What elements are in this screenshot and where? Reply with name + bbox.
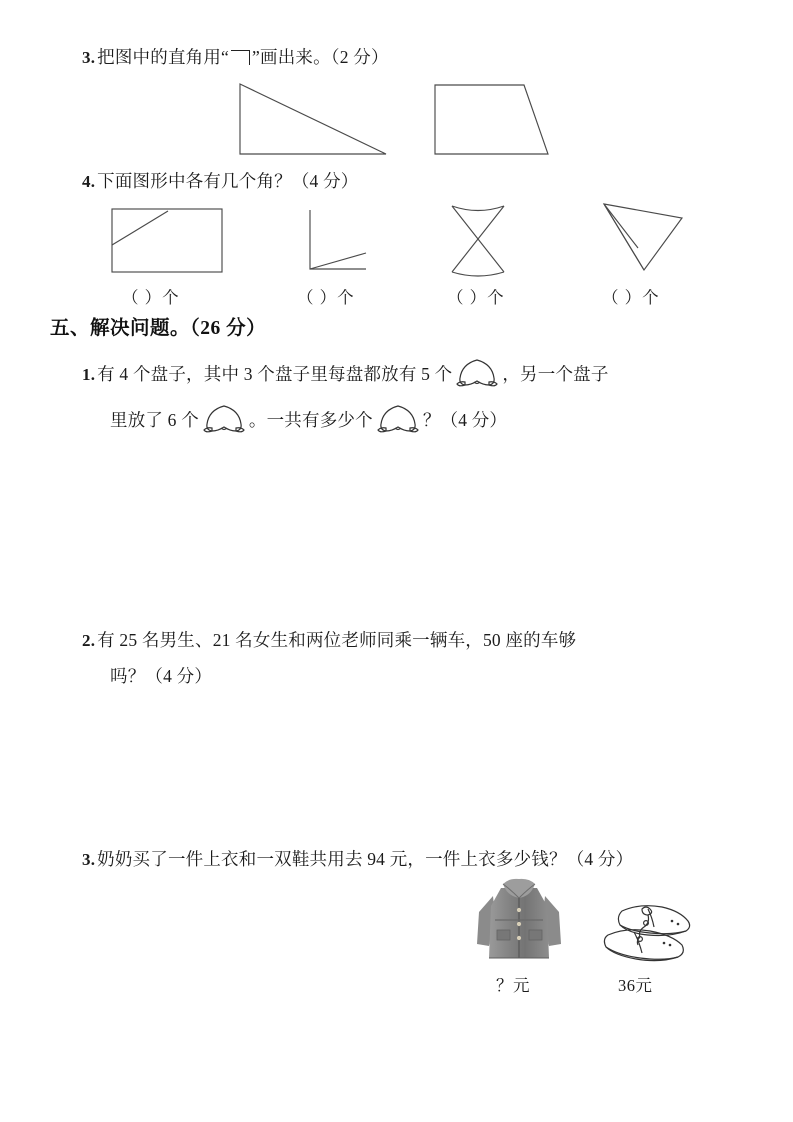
question-3-text-after: ”画出来。（2 分） [252, 47, 389, 67]
problem-1-text-a: 有 4 个盘子，其中 3 个盘子里每盘都放有 5 个 [97, 364, 453, 384]
problem-3-line-1 [82, 846, 633, 873]
question-4-prompt [82, 168, 358, 195]
count-label-shape-2: （ ）个 [297, 288, 355, 307]
problem-1-text-b: ，另一个盘子 [502, 364, 609, 384]
problem-2-line-2: 吗？（4 分） [110, 666, 213, 686]
shoes-drawing [592, 895, 698, 972]
right-angle-mark-icon [231, 50, 250, 65]
question-4-number: 4. [82, 172, 96, 191]
count-label-shape-4: （ ）个 [602, 288, 660, 307]
problem-1-line-1 [82, 357, 609, 398]
question-3-number: 3. [82, 48, 96, 67]
problem-2-line-1 [82, 627, 576, 654]
section-five-heading: 五、解决问题。（26 分） [50, 318, 267, 339]
shape-triangle-with-cevian [598, 200, 690, 280]
problem-1-text-c: 里放了 6 个 [110, 410, 199, 430]
problem-1-text-d: 。一共有多少个 [248, 410, 373, 430]
shoes-price-caption: 36元 [618, 976, 653, 995]
count-label-shape-1: （ ）个 [122, 288, 180, 307]
problem-2-number: 2. [82, 631, 96, 650]
shape-angle-rays [304, 207, 374, 275]
problem-3-text-a: 奶奶买了一件上衣和一双鞋共用去 94 元，一件上衣多少钱？（4 分） [97, 849, 634, 869]
problem-1-line-2 [110, 403, 507, 444]
peach-icon [375, 403, 421, 444]
problem-3-number: 3. [82, 850, 96, 869]
count-label-shape-3: （ ）个 [447, 288, 505, 307]
coat-price-caption: ？元 [496, 976, 530, 995]
shape-right-triangle [236, 82, 396, 160]
coat-photo [473, 872, 565, 973]
shape-trapezoid [432, 82, 554, 160]
peach-icon [201, 403, 247, 444]
question-3-prompt [82, 44, 389, 71]
shape-rectangle-with-diagonal [110, 207, 226, 275]
problem-1-text-e: ？（4 分） [422, 410, 508, 430]
problem-1-number: 1. [82, 365, 96, 384]
question-4-text: 下面图形中各有几个角？（4 分） [97, 171, 359, 191]
problem-2-text-a: 有 25 名男生、21 名女生和两位老师同乘一辆车，50 座的车够 [97, 630, 577, 650]
shape-hourglass-bowtie [444, 200, 514, 280]
question-3-text-before: 把图中的直角用“ [97, 47, 230, 67]
peach-icon [454, 357, 500, 398]
